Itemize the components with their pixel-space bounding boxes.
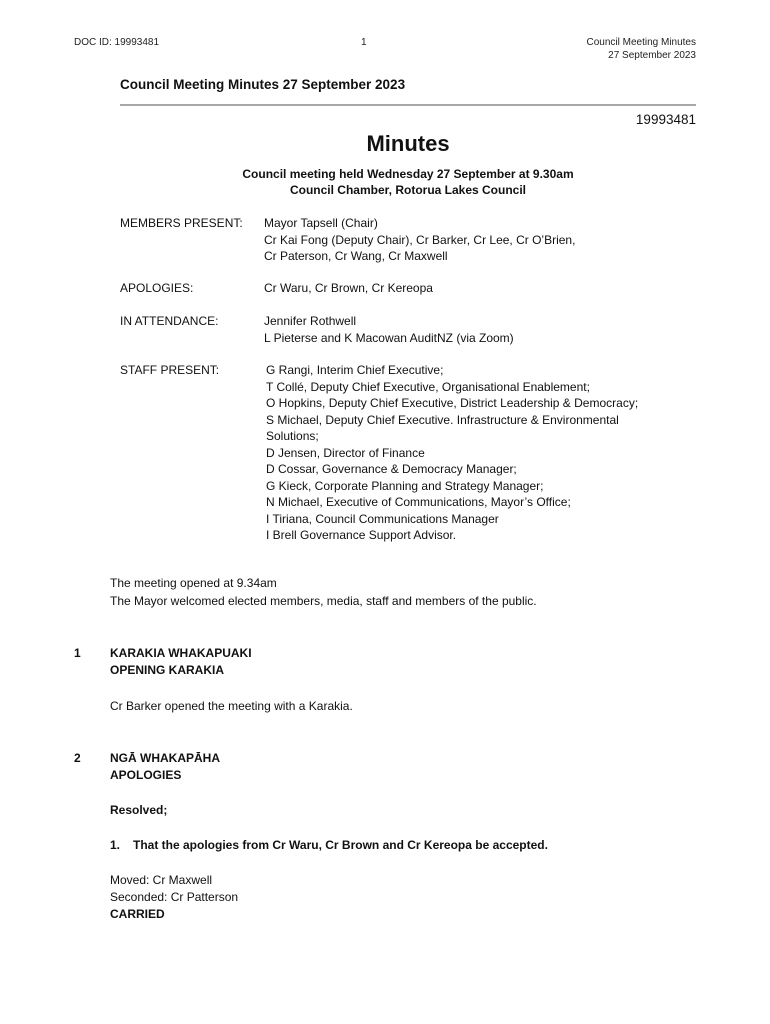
apologies-list <box>264 280 433 297</box>
staff-line: O Hopkins, Deputy Chief Executive, District Leadership & Democracy; <box>266 396 639 410</box>
staff-line: T Collé, Deputy Chief Executive, Organisational Enablement; <box>266 379 590 394</box>
item-1-number: 1 <box>74 646 81 660</box>
motion-outcome: CARRIED <box>110 907 165 921</box>
header-right-title: Council Meeting Minutes <box>586 37 696 48</box>
staff-line: G Kieck, Corporate Planning and Strategy Manager; <box>266 478 544 493</box>
in-attendance-line: Jennifer Rothwell <box>264 314 357 328</box>
staff-list <box>266 362 638 544</box>
members-list <box>264 215 575 265</box>
seconded-by: Seconded: Cr Patterson <box>110 890 239 904</box>
item-2-number: 2 <box>74 751 81 765</box>
doc-id: DOC ID: 19993481 <box>74 37 160 48</box>
doc-title: Council Meeting Minutes 27 September 2023 <box>120 77 406 92</box>
page-number: 1 <box>361 37 367 48</box>
staff-line: Solutions; <box>266 429 319 443</box>
staff-line: S Michael, Deputy Chief Executive. Infrastructure & Environmental <box>266 412 619 427</box>
staff-line: D Jensen, Director of Finance <box>266 445 425 460</box>
members-line: Mayor Tapsell (Chair) <box>264 216 378 230</box>
meeting-venue: Council Chamber, Rotorua Lakes Council <box>289 183 527 197</box>
page-heading: Minutes <box>366 131 450 156</box>
staff-line: G Rangi, Interim Chief Executive; <box>266 363 444 377</box>
in-attendance-label: IN ATTENDANCE: <box>120 314 219 328</box>
moved-by: Moved: Cr Maxwell <box>110 873 213 887</box>
staff-line: I Brell Governance Support Advisor. <box>266 528 457 542</box>
meeting-details: Council meeting held Wednesday 27 September at 9.30am <box>242 167 574 181</box>
staff-line: N Michael, Executive of Communications, Mayor’s Office; <box>266 495 571 509</box>
in-attendance-line: L Pieterse and K Macowan AuditNZ (via Zoom) <box>264 330 514 345</box>
staff-label: STAFF PRESENT: <box>120 363 220 377</box>
doc-number: 19993481 <box>635 112 696 127</box>
item-2-resolved: Resolved; <box>110 803 168 817</box>
members-line: Cr Kai Fong (Deputy Chair), Cr Barker, Cr Lee, Cr O’Brien, <box>264 232 576 247</box>
opening-welcome: The Mayor welcomed elected members, media, staff and members of the public. <box>110 594 537 608</box>
members-line: Cr Paterson, Cr Wang, Cr Maxwell <box>264 249 448 263</box>
item-1-body: Cr Barker opened the meeting with a Karakia. <box>110 699 353 713</box>
apologies-label: APOLOGIES: <box>120 281 194 295</box>
title-rule <box>120 104 696 106</box>
resolution-text: That the apologies from Cr Waru, Cr Brown and Cr Kereopa be accepted. <box>133 838 548 852</box>
opening-time: The meeting opened at 9.34am <box>110 576 277 590</box>
item-1-title-maori: KARAKIA WHAKAPUAKI <box>110 646 252 660</box>
members-label: MEMBERS PRESENT: <box>120 216 243 230</box>
header-right-date: 27 September 2023 <box>608 50 696 61</box>
in-attendance-list <box>264 313 514 346</box>
item-1-title-english: OPENING KARAKIA <box>110 663 225 677</box>
resolution-number: 1. <box>110 838 121 852</box>
item-2-title-english: APOLOGIES <box>110 768 182 782</box>
apologies-line: Cr Waru, Cr Brown, Cr Kereopa <box>264 281 433 295</box>
staff-line: I Tiriana, Council Communications Manager <box>266 511 499 526</box>
item-2-title-maori: NGĀ WHAKAPĀHA <box>110 751 220 765</box>
staff-line: D Cossar, Governance & Democracy Manager; <box>266 462 517 476</box>
